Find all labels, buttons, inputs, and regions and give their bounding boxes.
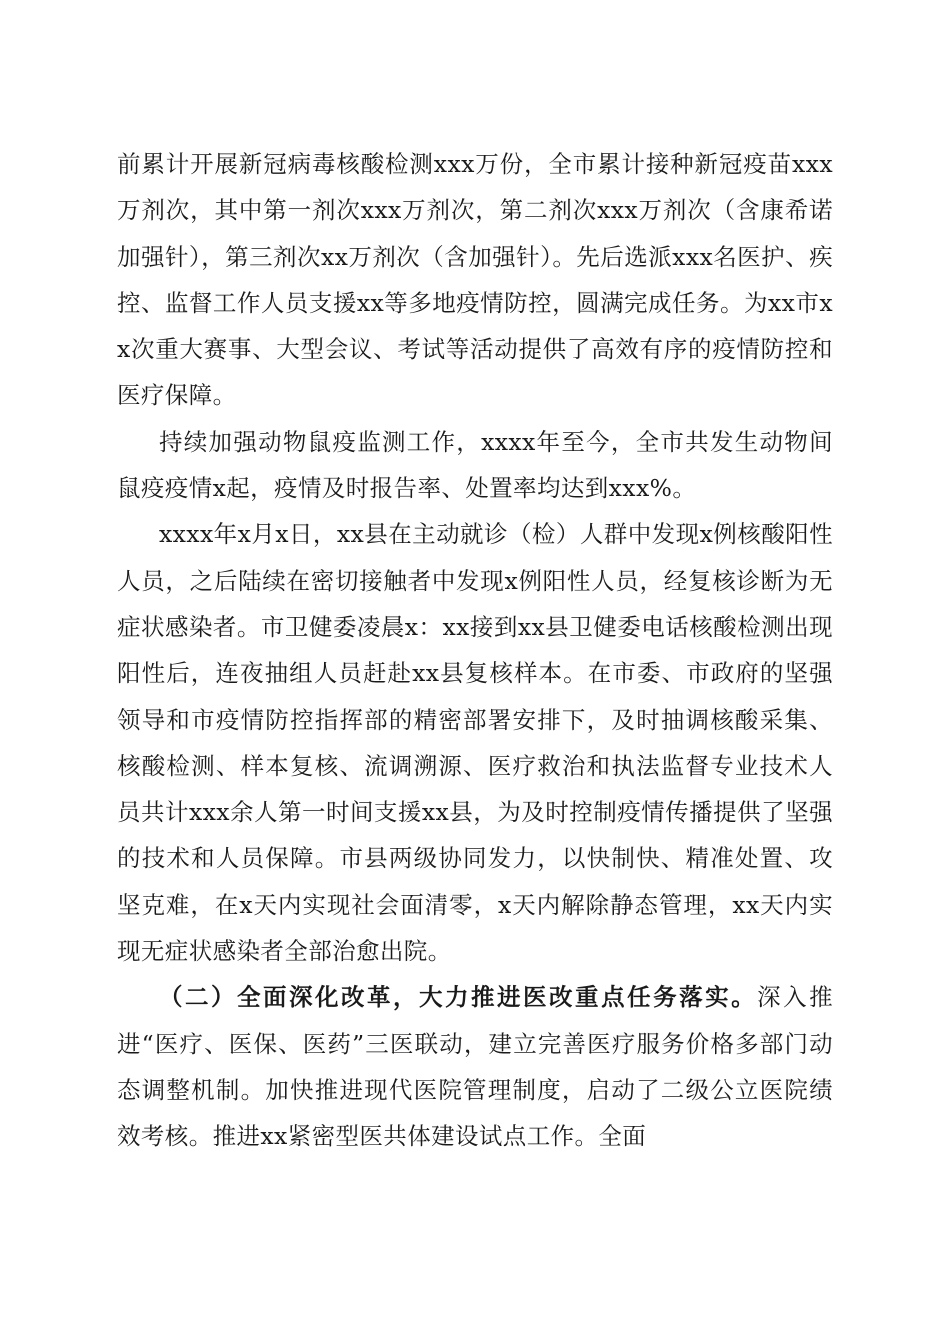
paragraph-text: 前累计开展新冠病毒核酸检测xxx万份，全市累计接种新冠疫苗xxx万剂次，其中第一剂次xxx万剂次，第二剂次xxx万剂次（含康希诺加强针），第三剂次xx万剂次（含加强针）。先后选派xxx名医护、疾控、监督工作人员支援xx等多地疫情防控，圆满完成任务。为xx市xx次重大赛事、大型会议、考试等活动提供了高效有序的疫情防控和医疗保障。: [117, 150, 833, 410]
paragraph-text: 持续加强动物鼠疫监测工作，xxxx年至今，全市共发生动物间鼠疫疫情x起，疫情及时报告率、处置率均达到xxx%。: [117, 427, 833, 503]
paragraph-text: 深入推进“医疗、医保、医药”三医联动，建立完善医疗服务价格多部门动态调整机制。加快推进现代医院管理制度，启动了二级公立医院绩效考核。推进xx紧密型医共体建设试点工作。全面: [117, 983, 834, 1151]
paragraph-text: xxxx年x月x日，xx县在主动就诊（检）人群中发现x例核酸阳性人员，之后陆续在密切接触者中发现x例阳性人员，经复核诊断为无症状感染者。市卫健委凌晨x：xx接到xx县卫健委电话核酸检测出现阳性后，连夜抽组人员赶赴xx县复核样本。在市委、市政府的坚强领导和市疫情防控指挥部的精密部署安排下，及时抽调核酸采集、核酸检测、样本复核、流调溯源、医疗救治和执法监督专业技术人员共计xxx余人第一时间支援xx县，为及时控制疫情传播提供了坚强的技术和人员保障。市县两级协同发力，以快制快、精准处置、攻坚克难，在x天内实现社会面清零，x天内解除静态管理，xx天内实现无症状感染者全部治愈出院。: [117, 520, 833, 966]
paragraph-medical-reform: [117, 974, 833, 1159]
document-body: [117, 141, 833, 1160]
paragraph-outbreak-response: [117, 511, 833, 974]
paragraph-vaccination-summary: [117, 141, 833, 419]
section-heading: （二）全面深化改革，大力推进医改重点任务落实。: [159, 983, 758, 1012]
paragraph-plague-monitoring: [117, 419, 833, 512]
